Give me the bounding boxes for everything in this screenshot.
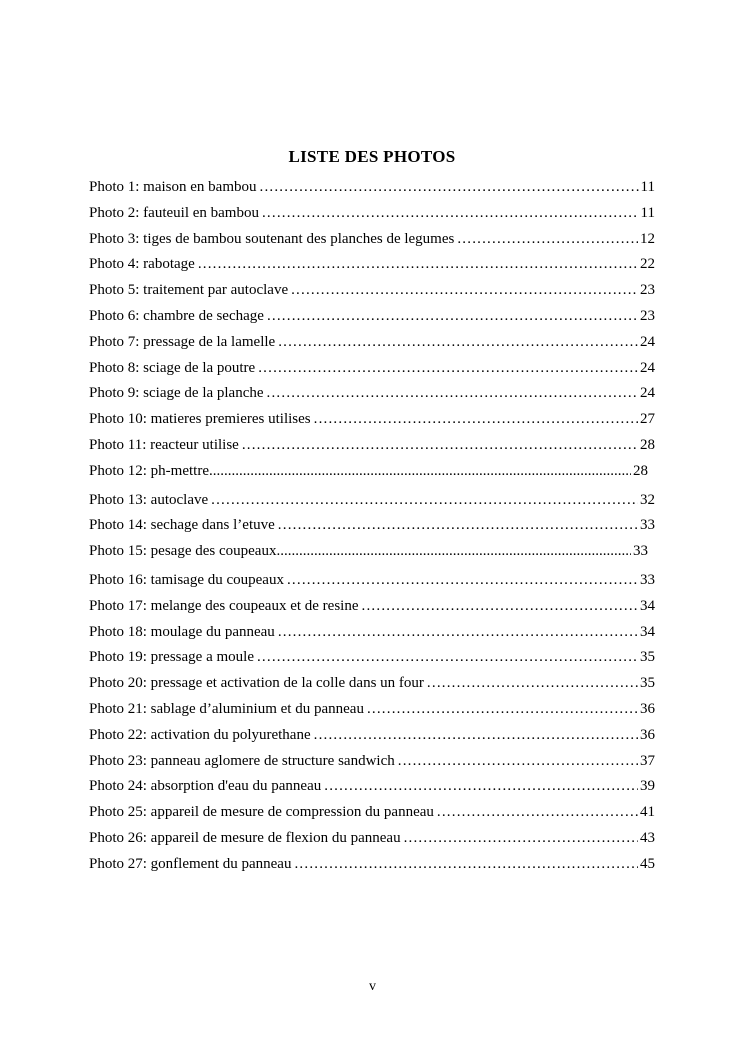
dot-leader [260, 175, 639, 201]
toc-entry [89, 227, 655, 253]
dot-leader [437, 800, 638, 826]
toc-entry-page-number: 39 [640, 778, 655, 795]
toc-entry [89, 671, 655, 697]
toc-entry-label: Photo 23: panneau aglomere de structure sandwich [89, 752, 395, 769]
toc-entry-page-number: 12 [640, 230, 655, 247]
toc-entry-page-number: 37 [640, 752, 655, 769]
toc-entry-label: Photo 8: sciage de la poutre [89, 359, 256, 376]
dot-leader [209, 459, 631, 485]
toc-entry-label: Photo 24: absorption d'eau du panneau [89, 778, 322, 795]
toc-entry-label: Photo 17: melange des coupeaux et de resine [89, 597, 359, 614]
toc-entry-label: Photo 2: fauteuil en bambou [89, 204, 259, 221]
toc-entry-label: Photo 26: appareil de mesure de flexion du panneau [89, 829, 401, 846]
toc-entry-page-number: 34 [640, 597, 655, 614]
dot-leader [262, 201, 639, 227]
toc-entry-page-number: 27 [640, 411, 655, 428]
toc-entry-label: Photo 27: gonflement du panneau [89, 855, 292, 872]
toc-entry-page-number: 28 [640, 436, 655, 453]
toc-entry [89, 175, 655, 201]
toc-entry-label: Photo 13: autoclave [89, 491, 209, 508]
dot-leader [314, 407, 638, 433]
toc-entry-label: Photo 14: sechage dans l’etuve [89, 517, 275, 534]
toc-entry-label: Photo 15: pesage des coupeaux [89, 543, 277, 560]
toc-entry [89, 539, 655, 565]
toc-entry-page-number: 43 [640, 829, 655, 846]
toc-entry [89, 774, 655, 800]
toc-entry [89, 749, 655, 775]
toc-entry-page-number: 28 [633, 462, 648, 479]
dot-leader [242, 433, 638, 459]
toc-entry-page-number: 41 [640, 804, 655, 821]
toc-entry-label: Photo 6: chambre de sechage [89, 307, 264, 324]
toc-list [89, 175, 655, 878]
toc-entry-page-number: 33 [640, 571, 655, 588]
toc-entry [89, 278, 655, 304]
toc-entry-page-number: 22 [640, 256, 655, 273]
dot-leader [258, 356, 638, 382]
dot-leader [257, 645, 638, 671]
toc-section [89, 147, 655, 878]
toc-entry [89, 568, 655, 594]
dot-leader [267, 381, 638, 407]
dot-leader [198, 252, 638, 278]
toc-entry-page-number: 11 [640, 179, 655, 195]
toc-entry-label: Photo 20: pressage et activation de la colle dans un four [89, 675, 424, 692]
dot-leader [362, 594, 638, 620]
toc-entry-label: Photo 22: activation du polyurethane [89, 726, 311, 743]
toc-entry-page-number: 33 [640, 517, 655, 534]
toc-entry [89, 723, 655, 749]
dot-leader [314, 723, 638, 749]
toc-entry-page-number: 36 [640, 700, 655, 717]
toc-entry-page-number: 24 [640, 333, 655, 350]
toc-entry-label: Photo 7: pressage de la lamelle [89, 333, 276, 350]
toc-entry [89, 697, 655, 723]
footer-page-number: v [369, 979, 376, 994]
toc-entry-page-number: 33 [633, 543, 648, 560]
toc-entry [89, 488, 655, 514]
toc-entry-page-number: 45 [640, 855, 655, 872]
toc-entry-label: Photo 4: rabotage [89, 256, 195, 273]
dot-leader [211, 488, 638, 514]
toc-entry-page-number: 23 [640, 307, 655, 324]
toc-entry-label: Photo 11: reacteur utilise [89, 436, 239, 453]
toc-entry-page-number: 35 [640, 649, 655, 666]
dot-leader [287, 568, 638, 594]
dot-leader [324, 774, 638, 800]
toc-entry-page-number: 35 [640, 675, 655, 692]
toc-entry-page-number: 24 [640, 359, 655, 376]
toc-entry [89, 356, 655, 382]
toc-entry [89, 800, 655, 826]
toc-entry [89, 407, 655, 433]
toc-entry-label: Photo 3: tiges de bambou soutenant des planches de legumes [89, 230, 455, 247]
toc-entry-page-number: 23 [640, 282, 655, 299]
toc-entry [89, 594, 655, 620]
toc-entry [89, 252, 655, 278]
toc-entry [89, 459, 655, 485]
toc-entry-label: Photo 5: traitement par autoclave [89, 282, 289, 299]
toc-entry-label: Photo 19: pressage a moule [89, 649, 254, 666]
toc-entry [89, 852, 655, 878]
toc-entry-label: Photo 21: sablage d’aluminium et du panneau [89, 700, 364, 717]
dot-leader [398, 749, 638, 775]
toc-entry-label: Photo 18: moulage du panneau [89, 623, 275, 640]
toc-entry-label: Photo 12: ph-mettre [89, 462, 209, 479]
dot-leader [367, 697, 638, 723]
toc-entry-label: Photo 1: maison en bambou [89, 179, 257, 195]
toc-entry-page-number: 11 [640, 204, 655, 221]
dot-leader [278, 620, 638, 646]
toc-entry-label: Photo 16: tamisage du coupeaux [89, 571, 284, 588]
dot-leader [294, 852, 638, 878]
dot-leader [276, 539, 631, 565]
toc-entry [89, 513, 655, 539]
toc-entry [89, 201, 655, 227]
toc-entry [89, 304, 655, 330]
toc-entry-label: Photo 25: appareil de mesure de compression du panneau [89, 804, 434, 821]
toc-entry [89, 645, 655, 671]
toc-entry-page-number: 24 [640, 385, 655, 402]
toc-entry [89, 826, 655, 852]
dot-leader [278, 330, 638, 356]
dot-leader [404, 826, 638, 852]
dot-leader [278, 513, 638, 539]
toc-entry-label: Photo 9: sciage de la planche [89, 385, 264, 402]
toc-entry-page-number: 32 [640, 491, 655, 508]
page-title: LISTE DES PHOTOS [288, 147, 456, 166]
dot-leader [457, 227, 638, 253]
toc-entry-page-number: 36 [640, 726, 655, 743]
toc-entry [89, 330, 655, 356]
toc-entry-page-number: 34 [640, 623, 655, 640]
dot-leader [291, 278, 638, 304]
toc-entry [89, 381, 655, 407]
toc-entry-label: Photo 10: matieres premieres utilises [89, 411, 311, 428]
dot-leader [267, 304, 638, 330]
toc-entry [89, 433, 655, 459]
dot-leader [427, 671, 638, 697]
toc-entry [89, 620, 655, 646]
